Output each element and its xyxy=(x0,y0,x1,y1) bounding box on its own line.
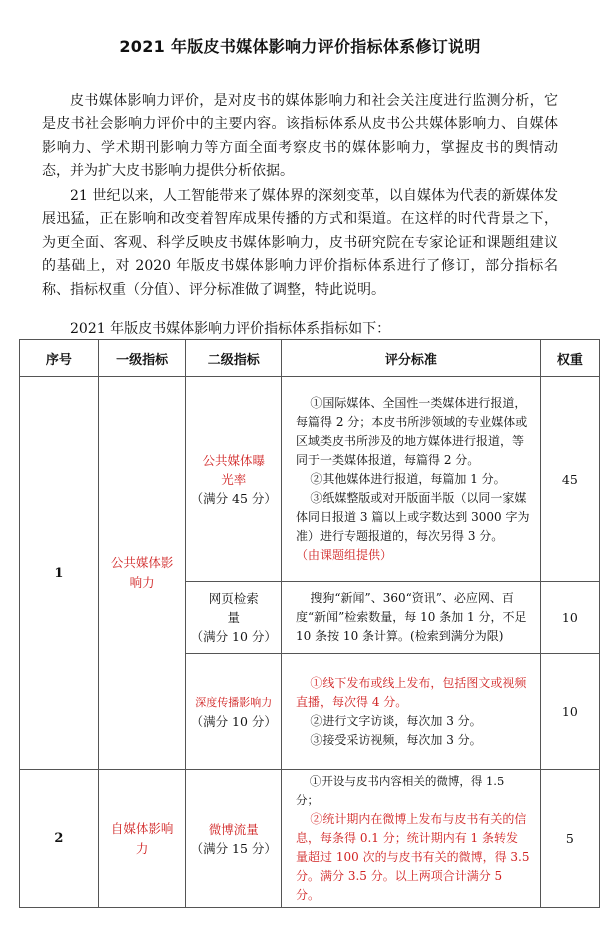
criteria-item: 搜狗“新闻”、360“资讯”、必应网、百度“新闻”检索数量，每 10 条加 1 分，不足 10 条按 10 条计算。(检索到满分为限) xyxy=(296,591,527,643)
table-row xyxy=(20,770,600,908)
paragraph-2: 21 世纪以来，人工智能带来了媒体界的深刻变革，以自媒体为代表的新媒体发展迅猛，正在影响和改变着智库成果传播的方式和渠道。在这样的时代背景之下，为更全面、客观、科学反映皮书媒体影响力，皮书研究院在专家论证和课题组建议的基础上，对 2020 年版皮书媒体影响力评价指标体系进行了修订，部分指标名称、指标权重（分值）、评分标准做了调整，特此说明。 xyxy=(42,188,558,298)
criteria-item: ③接受采访视频，每次加 3 分。 xyxy=(310,732,482,747)
level2-indicator xyxy=(186,377,282,582)
scoring-criteria xyxy=(282,377,541,582)
criteria-note: （由课题组提供） xyxy=(296,547,393,562)
weight-value: 10 xyxy=(540,582,599,654)
weight-value: 5 xyxy=(540,770,599,908)
weight-value: 10 xyxy=(540,654,599,770)
level1-indicator xyxy=(98,377,186,770)
criteria-item: ③纸媒整版或对开版面半版（以同一家媒体同日报道 3 篇以上或字数达到 3000 字为准）进行专题报道的，每次另得 3 分。 xyxy=(296,490,530,543)
scoring-criteria xyxy=(282,582,541,654)
criteria-item: ①线下发布或线上发布，包括图文或视频直播，每次得 4 分。 xyxy=(296,675,527,709)
level2-full-score: （满分 10 分） xyxy=(190,629,277,644)
header-no: 序号 xyxy=(20,340,99,377)
level2-indicator xyxy=(186,654,282,770)
level2-name: 公共媒体曝光率 xyxy=(202,452,265,487)
row-number: 2 xyxy=(20,770,99,908)
criteria-item: ①国际媒体、全国性一类媒体进行报道，每篇得 2 分；本皮书所涉领域的专业媒体或区域类皮书所涉及的地方媒体进行报道，等同于一类媒体报道，每篇得 2 分。 xyxy=(296,395,528,467)
header-criteria: 评分标准 xyxy=(282,340,541,377)
weight-value: 45 xyxy=(540,377,599,582)
scoring-criteria xyxy=(282,770,541,908)
row-number: 1 xyxy=(20,377,99,770)
level2-full-score: （满分 10 分） xyxy=(190,713,277,729)
criteria-item: ②其他媒体进行报道，每篇加 1 分。 xyxy=(310,471,506,486)
level1-label: 公共媒体影响力 xyxy=(110,555,174,590)
criteria-item: ②进行文字访谈，每次加 3 分。 xyxy=(310,713,482,728)
criteria-item: ②统计期内在微博上发布与皮书有关的信息，每条得 0.1 分；统计期内有 1 条转发量超过 100 次的与皮书有关的微博，得 3.5 分。满分 3.5 分。以上两项合计满分 5 分。 xyxy=(296,812,530,902)
paragraph-1: 皮书媒体影响力评价，是对皮书的媒体影响力和社会关注度进行监测分析，它是皮书社会影响力评价中的主要内容。该指标体系从皮书公共媒体影响力、自媒体影响力、学术期刊影响力等方面全面考察皮书的媒体影响力，掌握皮书的舆情动态，并为扩大皮书影响力提供分析依据。 xyxy=(42,93,558,180)
table-intro: 2021 年版皮书媒体影响力评价指标体系指标如下： xyxy=(70,321,391,337)
table-header-row xyxy=(20,340,600,377)
scoring-criteria xyxy=(282,654,541,770)
level2-name: 深度传播影响力 xyxy=(195,695,273,709)
level2-name: 微博流量 xyxy=(208,821,259,837)
criteria-item: ①开设与皮书内容相关的微博，得 1.5 分； xyxy=(296,774,505,807)
level2-full-score: （满分 45 分） xyxy=(190,490,277,506)
document-title: 2021 年版皮书媒体影响力评价指标体系修订说明 xyxy=(119,37,481,56)
indicator-table xyxy=(19,339,600,908)
level2-full-score: （满分 15 分） xyxy=(190,840,277,856)
header-weight: 权重 xyxy=(540,340,599,377)
level2-indicator xyxy=(186,770,282,908)
level1-indicator xyxy=(98,770,186,908)
level1-label: 自媒体影响力 xyxy=(110,820,174,856)
level2-name: 网页检索量 xyxy=(208,591,259,625)
table-row xyxy=(20,377,600,582)
level2-indicator xyxy=(186,582,282,654)
header-level2: 二级指标 xyxy=(186,340,282,377)
header-level1: 一级指标 xyxy=(98,340,186,377)
